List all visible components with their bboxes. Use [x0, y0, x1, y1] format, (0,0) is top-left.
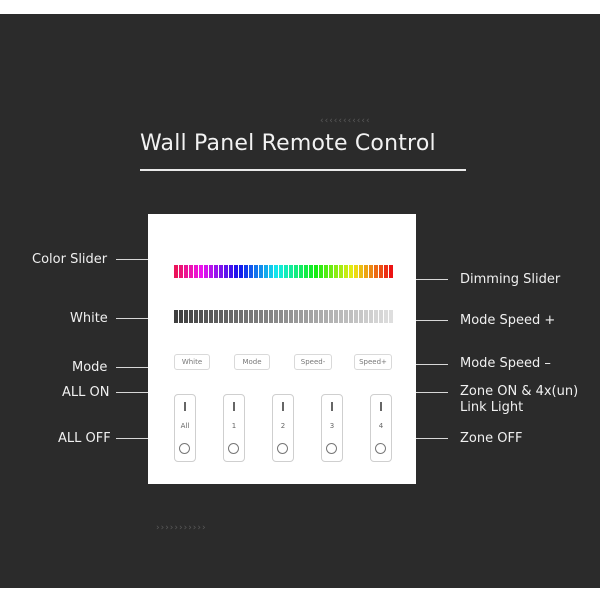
dimming-slider-segment	[234, 310, 238, 323]
zone-2-key[interactable]	[272, 394, 294, 462]
callout-line	[116, 318, 148, 319]
color-slider-segment	[174, 265, 178, 278]
callout-line	[416, 364, 448, 365]
dimming-slider-segment	[339, 310, 343, 323]
power-off-icon	[277, 443, 288, 454]
callout-line	[416, 279, 448, 280]
color-slider-segment	[314, 265, 318, 278]
power-off-icon	[326, 443, 337, 454]
zone-4-key[interactable]	[370, 394, 392, 462]
zone-label: 2	[280, 422, 286, 430]
dimming-slider-segment	[364, 310, 368, 323]
color-slider-segment	[329, 265, 333, 278]
callout-line	[116, 438, 148, 439]
dimming-slider-segment	[174, 310, 178, 323]
color-slider-segment	[369, 265, 373, 278]
color-slider-segment	[279, 265, 283, 278]
color-slider-segment	[184, 265, 188, 278]
dimming-slider-segment	[384, 310, 388, 323]
callout-mode: Mode	[72, 360, 108, 375]
dimming-slider-segment	[334, 310, 338, 323]
color-slider-segment	[339, 265, 343, 278]
color-slider-segment	[379, 265, 383, 278]
dimming-slider-segment	[284, 310, 288, 323]
callout-all-off: ALL OFF	[58, 431, 111, 446]
zone-label: 3	[329, 422, 335, 430]
power-off-icon	[375, 443, 386, 454]
dimming-slider-segment	[299, 310, 303, 323]
dimming-slider-segment	[359, 310, 363, 323]
color-slider-segment	[384, 265, 388, 278]
decorative-chevrons-top: ‹‹‹‹‹‹‹‹‹‹‹	[320, 116, 371, 126]
dimming-slider-segment	[314, 310, 318, 323]
dimming-slider-segment	[194, 310, 198, 323]
dimming-slider-segment	[219, 310, 223, 323]
color-slider-segment	[239, 265, 243, 278]
zone-label: 1	[231, 422, 237, 430]
color-slider-segment	[224, 265, 228, 278]
callout-line	[416, 438, 448, 439]
zone-1-key[interactable]	[223, 394, 245, 462]
color-slider-segment	[294, 265, 298, 278]
dimming-slider-segment	[304, 310, 308, 323]
color-slider-segment	[354, 265, 358, 278]
dimming-slider-segment	[184, 310, 188, 323]
color-slider-segment	[204, 265, 208, 278]
color-slider-segment	[374, 265, 378, 278]
power-on-icon	[380, 402, 382, 411]
product-diagram-background	[0, 14, 600, 588]
dimming-slider-segment	[374, 310, 378, 323]
power-on-icon	[282, 402, 284, 411]
color-slider-segment	[214, 265, 218, 278]
zone-label: 4	[378, 422, 384, 430]
dimming-slider-segment	[319, 310, 323, 323]
dimming-slider-segment	[349, 310, 353, 323]
power-on-icon	[233, 402, 235, 411]
power-on-icon	[184, 402, 186, 411]
color-slider-segment	[219, 265, 223, 278]
power-on-icon	[331, 402, 333, 411]
color-slider-segment	[344, 265, 348, 278]
color-slider-segment	[364, 265, 368, 278]
decorative-chevrons-bottom: ›››››››››››	[156, 523, 207, 533]
dimming-slider-segment	[224, 310, 228, 323]
dimming-slider-segment	[199, 310, 203, 323]
mode-button[interactable]: Mode	[234, 354, 270, 370]
callout-zone-on: Zone ON & 4x(un)	[460, 384, 579, 399]
speed-minus-button[interactable]: Speed-	[294, 354, 332, 370]
zone-all-key[interactable]	[174, 394, 196, 462]
callout-dimming-slider: Dimming Slider	[460, 272, 561, 287]
dimming-slider-segment	[249, 310, 253, 323]
color-slider-segment	[319, 265, 323, 278]
dimming-slider-segment	[279, 310, 283, 323]
color-slider-segment	[284, 265, 288, 278]
color-slider-segment	[299, 265, 303, 278]
dimming-slider-segment	[269, 310, 273, 323]
speed-plus-button[interactable]: Speed+	[354, 354, 392, 370]
dimming-slider-segment	[204, 310, 208, 323]
dimming-slider-segment	[369, 310, 373, 323]
dimming-slider-segment	[209, 310, 213, 323]
color-slider-segment	[244, 265, 248, 278]
color-slider-segment	[209, 265, 213, 278]
dimming-slider-segment	[254, 310, 258, 323]
dimming-slider[interactable]	[174, 310, 393, 323]
color-slider-segment	[199, 265, 203, 278]
color-slider[interactable]	[174, 265, 393, 278]
color-slider-segment	[324, 265, 328, 278]
color-slider-segment	[289, 265, 293, 278]
dimming-slider-segment	[179, 310, 183, 323]
power-off-icon	[179, 443, 190, 454]
color-slider-segment	[264, 265, 268, 278]
callout-mode-speed-plus: Mode Speed +	[460, 313, 556, 328]
color-slider-segment	[274, 265, 278, 278]
zone-3-key[interactable]	[321, 394, 343, 462]
callout-line	[416, 392, 448, 393]
dimming-slider-segment	[389, 310, 393, 323]
dimming-slider-segment	[189, 310, 193, 323]
dimming-slider-segment	[344, 310, 348, 323]
dimming-slider-segment	[379, 310, 383, 323]
callout-white: White	[70, 311, 108, 326]
callout-link-light: Link Light	[460, 400, 524, 415]
dimming-slider-segment	[229, 310, 233, 323]
callout-zone-off: Zone OFF	[460, 431, 523, 446]
zone-label: All	[180, 422, 190, 430]
color-slider-segment	[309, 265, 313, 278]
callout-line	[116, 392, 148, 393]
wall-panel-remote	[148, 214, 416, 484]
white-button[interactable]: White	[174, 354, 210, 370]
color-slider-segment	[334, 265, 338, 278]
callout-line	[416, 320, 448, 321]
color-slider-segment	[179, 265, 183, 278]
color-slider-segment	[234, 265, 238, 278]
color-slider-segment	[249, 265, 253, 278]
color-slider-segment	[304, 265, 308, 278]
dimming-slider-segment	[289, 310, 293, 323]
title-underline	[140, 169, 466, 171]
dimming-slider-segment	[354, 310, 358, 323]
color-slider-segment	[389, 265, 393, 278]
color-slider-segment	[259, 265, 263, 278]
dimming-slider-segment	[264, 310, 268, 323]
dimming-slider-segment	[244, 310, 248, 323]
color-slider-segment	[349, 265, 353, 278]
color-slider-segment	[359, 265, 363, 278]
dimming-slider-segment	[239, 310, 243, 323]
dimming-slider-segment	[309, 310, 313, 323]
dimming-slider-segment	[294, 310, 298, 323]
dimming-slider-segment	[259, 310, 263, 323]
color-slider-segment	[189, 265, 193, 278]
dimming-slider-segment	[329, 310, 333, 323]
dimming-slider-segment	[324, 310, 328, 323]
color-slider-segment	[269, 265, 273, 278]
page-title: Wall Panel Remote Control	[140, 131, 436, 156]
callout-line	[116, 367, 148, 368]
callout-all-on: ALL ON	[62, 385, 110, 400]
callout-mode-speed-minus: Mode Speed –	[460, 356, 551, 371]
callout-color-slider: Color Slider	[32, 252, 108, 267]
dimming-slider-segment	[214, 310, 218, 323]
color-slider-segment	[229, 265, 233, 278]
color-slider-segment	[254, 265, 258, 278]
dimming-slider-segment	[274, 310, 278, 323]
color-slider-segment	[194, 265, 198, 278]
callout-line	[116, 259, 148, 260]
power-off-icon	[228, 443, 239, 454]
